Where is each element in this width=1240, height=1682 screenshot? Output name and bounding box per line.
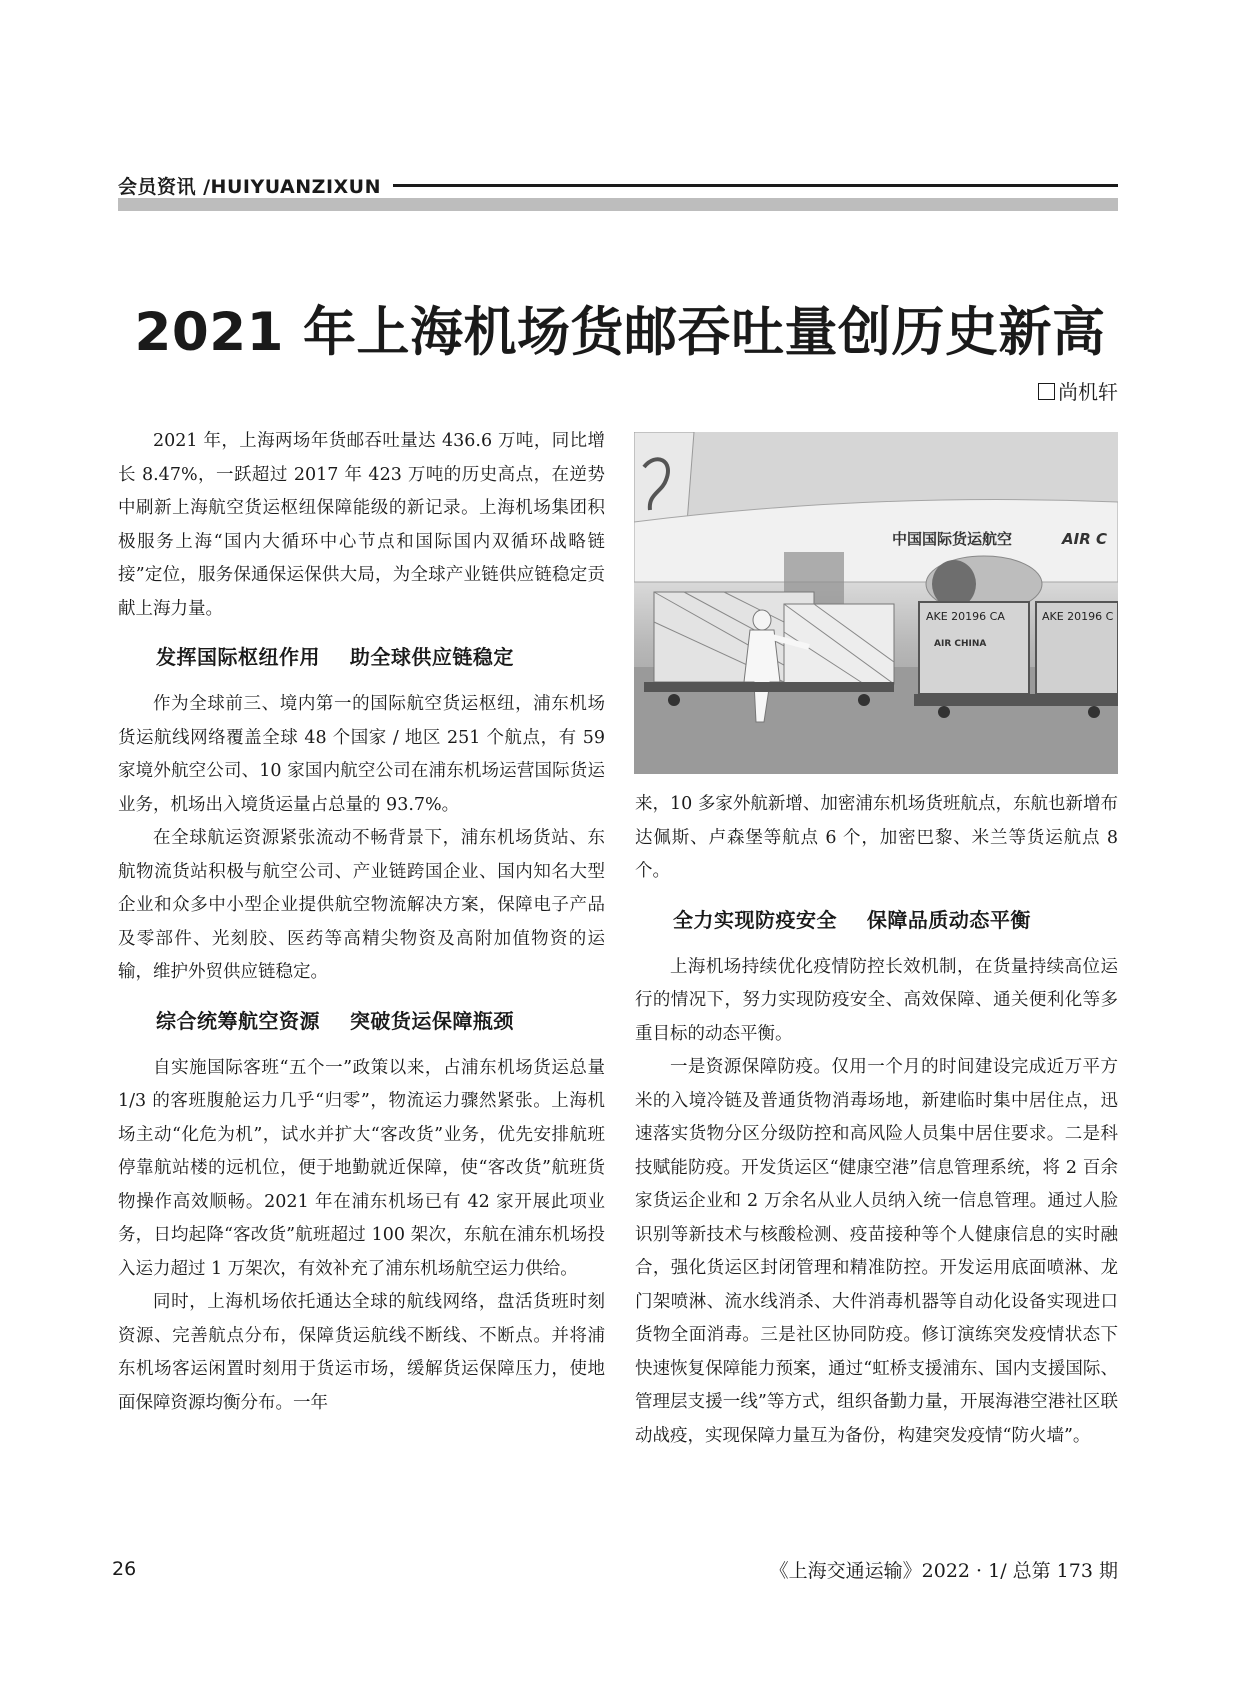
header-bar [118, 198, 1118, 211]
container-code-1: AKE 20196 CA [926, 610, 1005, 623]
plane-livery-text: 中国国际货运航空 [892, 530, 1013, 548]
paragraph: 上海机场持续优化疫情防控长效机制，在货量持续高位运行的情况下，努力实现防疫安全、高效保障、通关便利化等多重目标的动态平衡。 [635, 956, 1118, 1044]
paragraph: 来，10 多家外航新增、加密浦东机场货班航点，东航也新增布达佩斯、卢森堡等航点 6 个，加密巴黎、米兰等货运航点 8 个。 [635, 794, 1118, 881]
container-code-2: AKE 20196 C [1042, 610, 1114, 623]
author-name: 尚机轩 [1058, 380, 1118, 404]
container-brand-1: AIR CHINA [934, 639, 987, 649]
left-column [118, 425, 605, 1420]
author-byline [1038, 376, 1118, 405]
subheading: 发挥国际枢纽作用 助全球供应链稳定 [156, 645, 514, 669]
page-number: 26 [112, 1558, 137, 1580]
header-rule [393, 184, 1118, 187]
subheading: 全力实现防疫安全 保障品质动态平衡 [673, 907, 1031, 932]
paragraph: 同时，上海机场依托通达全球的航线网络，盘活货班时刻资源、完善航点分布，保障货运航线不断线、不断点。并将浦东机场客运闲置时刻用于货运市场，缓解货运保障压力，使地面保障资源均衡分布。一年 [118, 1292, 605, 1413]
author-box-icon [1038, 383, 1055, 400]
paragraph: 作为全球前三、境内第一的国际航空货运枢纽，浦东机场货运航线网络覆盖全球 48 个国家 / 地区 251 个航点，有 59 家境外航空公司、10 家国内航空公司在浦东机场运营国际货运业务，机场出入境货运量占总量的 93.7%。 [118, 694, 605, 815]
paragraph: 自实施国际客班“五个一”政策以来，占浦东机场货运总量 1/3 的客班腹舱运力几乎“归零”，物流运力骤然紧张。上海机场主动“化危为机”，试水并扩大“客改货”业务，优先安排航班停靠航站楼的远机位，便于地勤就近保障，使“客改货”航班货物操作高效顺畅。2021 年在浦东机场已有 42 家开展此项业务，日均起降“客改货”航班超过 100 架次，东航在浦东机场投入运力超过 1 万架次，有效补充了浦东机场航空运力供给。 [118, 1057, 605, 1279]
paragraph: 2021 年，上海两场年货邮吞吐量达 436.6 万吨，同比增长 8.47%，一跃超过 2017 年 423 万吨的历史高点，在逆势中刷新上海航空货运枢纽保障能级的新记录。上海机场集团积极服务上海“国内大循环中心节点和国际国内双循环战略链接”定位，服务保通保运保供大局，为全球产业链供应链稳定贡献上海力量。 [118, 431, 605, 619]
paragraph: 在全球航运资源紧张流动不畅背景下，浦东机场货站、东航物流货站积极与航空公司、产业链跨国企业、国内知名大型企业和众多中小型企业提供航空物流解决方案，保障电子产品及零部件、光刻胶、医药等高精尖物资及高附加值物资的运输，维护外贸供应链稳定。 [118, 828, 605, 982]
cargo-photo-illustration [634, 432, 1118, 774]
article-title: 2021 年上海机场货邮吞吐量创历史新高 [134, 302, 1106, 363]
subheading: 综合统筹航空资源 突破货运保障瓶颈 [156, 1008, 514, 1033]
section-label: 会员资讯 /HUIYUANZIXUN [118, 175, 381, 198]
section-header [118, 172, 1118, 198]
cargo-photo [634, 432, 1118, 774]
paragraph: 一是资源保障防疫。仅用一个月的时间建设完成近万平方米的入境冷链及普通货物消毒场地，新建临时集中居住点，迅速落实货物分区分级防控和高风险人员集中居住要求。二是科技赋能防疫。开发货运区“健康空港”信息管理系统，将 2 百余家货运企业和 2 万余名从业人员纳入统一信息管理。通过人脸识别等新技术与核酸检测、疫苗接种等个人健康信息的实时融合，强化货运区封闭管理和精准防控。开发运用底面喷淋、龙门架喷淋、流水线消杀、大件消毒机器等自动化设备实现进口货物全面消毒。三是社区协同防疫。修订演练突发疫情状态下快速恢复保障能力预案，通过“虹桥支援浦东、国内支援国际、管理层支援一线”等方式，组织备勤力量，开展海港空港社区联动战疫，实现保障力量互为备份，构建突发疫情“防火墙”。 [635, 1057, 1118, 1446]
plane-livery-brand: AIR C [1062, 530, 1107, 548]
journal-info: 《上海交通运输》2022 · 1/ 总第 173 期 [769, 1560, 1118, 1582]
right-column [635, 788, 1118, 1453]
